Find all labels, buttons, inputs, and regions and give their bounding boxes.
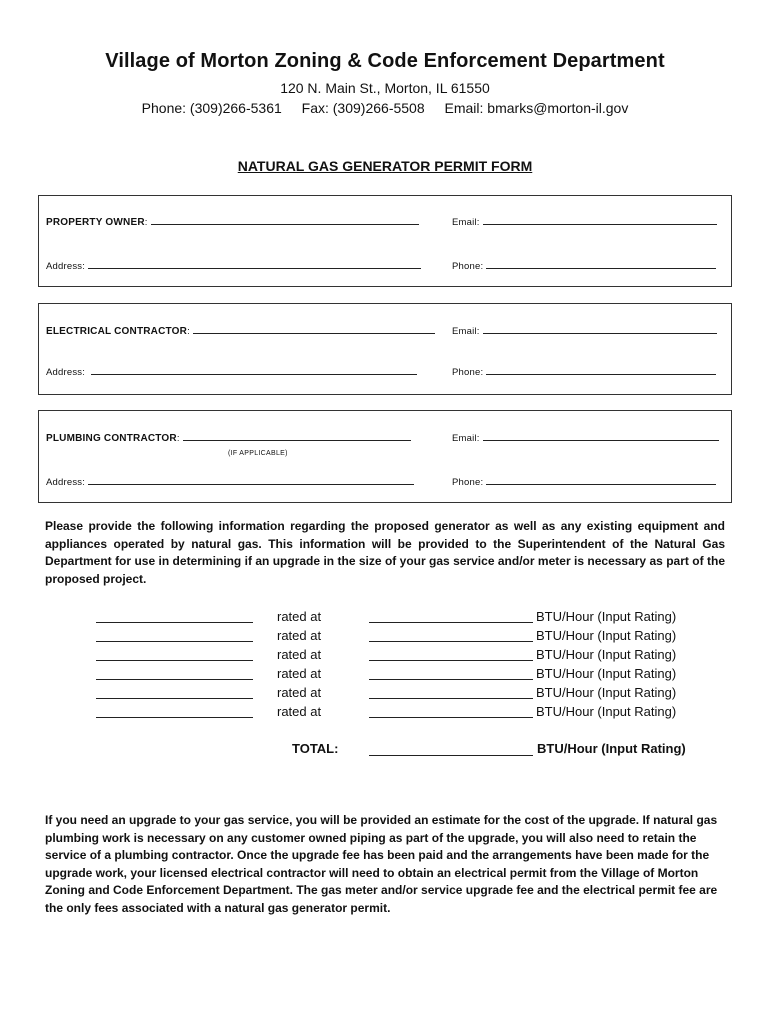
owner-address-label: Address:	[46, 261, 86, 272]
rated-at-label: rated at	[277, 685, 322, 700]
owner-address-row	[46, 259, 421, 272]
btu-unit-label: BTU/Hour (Input Rating)	[536, 685, 677, 700]
if-applicable-note: (IF APPLICABLE)	[228, 450, 288, 457]
electrical-contractor-section	[38, 303, 732, 395]
electrical-address-label: Address:	[46, 367, 86, 378]
owner-name-row: PROPERTY OWNER:	[46, 215, 419, 228]
instructions-paragraph: Please provide the following information regarding the proposed generator as well as any existing equipment and appliances operated by natural gas. This information will be provided to the Superintendent of the Natural Gas Department for use in determining if an upgrade in the size of your gas service and/or meter is necessary as part of the proposed project.	[45, 519, 725, 586]
rated-at-label: rated at	[277, 647, 322, 662]
owner-name-field[interactable]	[151, 215, 419, 225]
total-unit-label: BTU/Hour (Input Rating)	[537, 741, 686, 756]
electrical-phone-field[interactable]	[486, 365, 716, 375]
btu-rating-field[interactable]	[369, 641, 533, 642]
plumbing-name-row: PLUMBING CONTRACTOR:	[46, 431, 411, 444]
plumbing-name-label: PLUMBING CONTRACTOR	[46, 433, 177, 444]
email-address: Email: bmarks@morton-il.gov	[444, 100, 629, 116]
plumbing-contractor-section	[38, 410, 732, 503]
department-title: Village of Morton Zoning & Code Enforcement Department	[105, 50, 665, 72]
plumbing-email-field[interactable]	[483, 431, 719, 441]
owner-email-label: Email:	[452, 217, 480, 228]
plumbing-email-label: Email:	[452, 433, 480, 444]
btu-unit-label: BTU/Hour (Input Rating)	[536, 704, 677, 719]
equipment-row	[0, 628, 770, 647]
form-title: NATURAL GAS GENERATOR PERMIT FORM	[237, 158, 533, 174]
electrical-email-field[interactable]	[483, 324, 717, 334]
equipment-name-field[interactable]	[96, 641, 253, 642]
btu-unit-label: BTU/Hour (Input Rating)	[536, 609, 677, 624]
owner-phone-row	[452, 259, 716, 272]
plumbing-address-field[interactable]	[88, 475, 414, 485]
owner-name-label: PROPERTY OWNER	[46, 217, 145, 228]
plumbing-address-label: Address:	[46, 477, 86, 488]
btu-unit-label: BTU/Hour (Input Rating)	[536, 666, 677, 681]
contact-line	[0, 98, 770, 118]
electrical-email-row	[452, 324, 717, 337]
owner-address-field[interactable]	[88, 259, 421, 269]
btu-unit-label: BTU/Hour (Input Rating)	[536, 628, 677, 643]
equipment-row	[0, 685, 770, 704]
btu-rating-field[interactable]	[369, 622, 533, 623]
rated-at-label: rated at	[277, 609, 322, 624]
total-btu-field[interactable]	[369, 755, 533, 756]
department-address: 120 N. Main St., Morton, IL 61550	[280, 80, 490, 96]
plumbing-email-row	[452, 431, 719, 444]
btu-unit-label: BTU/Hour (Input Rating)	[536, 647, 677, 662]
owner-email-row	[452, 215, 717, 228]
btu-rating-field[interactable]	[369, 679, 533, 680]
upgrade-paragraph: If you need an upgrade to your gas service, you will be provided an estimate for the cost of the upgrade. If natural gas plumbing work is necessary on any customer owned piping as part of the upgrade, you will also need to retain the service of a plumbing contractor. Once the upgrade fee has been paid and the arrangements have been made for the upgrade work, your licensed electrical contractor will need to obtain an electrical permit from the Village of Morton Zoning and Code Enforcement Department. The gas meter and/or service upgrade fee and the electrical permit fee are the only fees associated with a natural gas generator permit.	[45, 813, 718, 915]
property-owner-section	[38, 195, 732, 287]
plumbing-phone-label: Phone:	[452, 477, 484, 488]
plumbing-phone-row	[452, 475, 716, 488]
rated-at-label: rated at	[277, 704, 322, 719]
btu-rating-field[interactable]	[369, 717, 533, 718]
letterhead	[0, 48, 770, 118]
equipment-row	[0, 647, 770, 666]
btu-rating-field[interactable]	[369, 660, 533, 661]
electrical-address-row	[46, 365, 417, 378]
equipment-row	[0, 666, 770, 685]
equipment-name-field[interactable]	[96, 679, 253, 680]
electrical-phone-row	[452, 365, 716, 378]
electrical-name-row: ELECTRICAL CONTRACTOR:	[46, 324, 435, 337]
total-label: TOTAL:	[292, 741, 339, 756]
equipment-name-field[interactable]	[96, 717, 253, 718]
owner-phone-field[interactable]	[486, 259, 716, 269]
plumbing-address-row	[46, 475, 414, 488]
plumbing-name-field[interactable]	[183, 431, 411, 441]
equipment-row	[0, 609, 770, 628]
phone-number: Phone: (309)266-5361	[141, 100, 282, 116]
electrical-name-field[interactable]	[193, 324, 435, 334]
electrical-address-field[interactable]	[91, 365, 417, 375]
electrical-email-label: Email:	[452, 326, 480, 337]
electrical-name-label: ELECTRICAL CONTRACTOR	[46, 326, 188, 337]
equipment-name-field[interactable]	[96, 660, 253, 661]
equipment-row	[0, 704, 770, 723]
equipment-name-field[interactable]	[96, 622, 253, 623]
electrical-phone-label: Phone:	[452, 367, 484, 378]
fax-number: Fax: (309)266-5508	[301, 100, 425, 116]
equipment-name-field[interactable]	[96, 698, 253, 699]
rated-at-label: rated at	[277, 628, 322, 643]
owner-email-field[interactable]	[483, 215, 717, 225]
owner-phone-label: Phone:	[452, 261, 484, 272]
rated-at-label: rated at	[277, 666, 322, 681]
plumbing-phone-field[interactable]	[486, 475, 716, 485]
btu-rating-field[interactable]	[369, 698, 533, 699]
